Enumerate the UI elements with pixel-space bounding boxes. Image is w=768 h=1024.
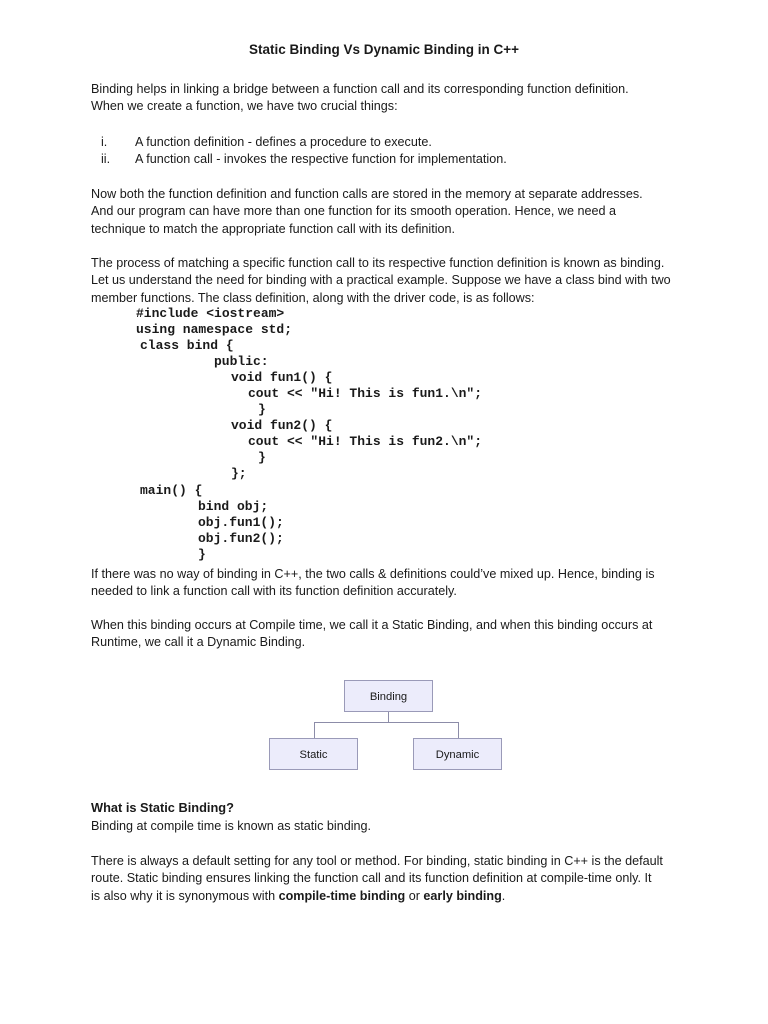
code-line: class bind { [140, 338, 234, 353]
list-number: ii. [101, 152, 111, 167]
section-heading: What is Static Binding? [91, 800, 234, 815]
list-text: A function definition - defines a procedure to execute. [135, 135, 432, 149]
text-line: The process of matching a specific function call to its respective function definition is known as binding. [91, 256, 665, 270]
binding-diagram [266, 676, 516, 776]
text-line: Binding helps in linking a bridge between a function call and its corresponding function definition. [91, 82, 629, 96]
code-line: obj.fun1(); [198, 515, 284, 530]
default-binding-paragraph [91, 853, 691, 905]
bold-term: compile-time binding [278, 888, 406, 903]
intro-paragraph [91, 81, 691, 116]
connector-line [458, 722, 459, 738]
binding-paragraph [91, 255, 691, 307]
text-line: Runtime, we call it a Dynamic Binding. [91, 635, 306, 650]
code-line: cout << "Hi! This is fun1.\n"; [248, 386, 483, 401]
text-span: or [405, 888, 424, 903]
code-line: void fun1() { [231, 370, 333, 385]
text-line: Let us understand the need for binding with a practical example. Suppose we have a class bind with two [91, 273, 671, 288]
static-definition [91, 818, 691, 835]
text-line: There is always a default setting for any tool or method. For binding, static binding in C++ is the default [91, 854, 663, 868]
connector-line [314, 722, 458, 723]
binding-types-paragraph [91, 617, 691, 652]
text-line: When this binding occurs at Compile time, we call it a Static Binding, and when this binding occurs at [91, 618, 653, 632]
text-line: member functions. The class definition, along with the driver code, is as follows: [91, 290, 535, 305]
diagram-node-binding: Binding [344, 680, 433, 712]
text-line [91, 888, 691, 905]
text-line: And our program can have more than one function for its smooth operation. Hence, we need a [91, 204, 617, 219]
list-item [91, 151, 691, 168]
connector-line [388, 712, 389, 722]
diagram-node-dynamic: Dynamic [413, 738, 502, 770]
code-line: } [258, 402, 266, 417]
connector-line [314, 722, 315, 738]
bold-term: early binding [423, 888, 502, 903]
code-line: void fun2() { [231, 418, 333, 433]
code-line: bind obj; [198, 499, 269, 514]
memory-paragraph [91, 186, 691, 238]
text-line: When we create a function, we have two crucial things: [91, 99, 398, 114]
diagram-node-static: Static [269, 738, 358, 770]
code-line: }; [231, 466, 247, 481]
no-binding-paragraph [91, 566, 691, 601]
text-span: . [501, 888, 506, 903]
code-line: #include <iostream> [136, 306, 285, 321]
code-line: main() { [140, 483, 203, 498]
code-line: } [258, 450, 266, 465]
code-line: } [198, 547, 206, 562]
code-line: obj.fun2(); [198, 531, 284, 546]
text-line: If there was no way of binding in C++, the two calls & definitions could’ve mixed up. Hence, binding is [91, 567, 655, 581]
page-title: Static Binding Vs Dynamic Binding in C++ [248, 42, 520, 57]
code-line: public: [214, 354, 269, 369]
text-line: Now both the function definition and function calls are stored in the memory at separate addresses. [91, 187, 643, 201]
list-item [91, 134, 691, 151]
text-line: technique to match the appropriate function call with its definition. [91, 221, 456, 236]
list-text: A function call - invokes the respective function for implementation. [135, 152, 507, 167]
text-line: route. Static binding ensures linking the function call and its function definition at compile-time only. It [91, 871, 652, 886]
code-line: using namespace std; [136, 322, 293, 337]
list-number: i. [101, 135, 108, 149]
text-line: Binding at compile time is known as static binding. [91, 819, 372, 833]
text-span: is also why it is synonymous with [91, 888, 279, 903]
text-line: needed to link a function call with its function definition accurately. [91, 584, 457, 599]
code-line: cout << "Hi! This is fun2.\n"; [248, 434, 483, 449]
numbered-list [91, 134, 691, 169]
